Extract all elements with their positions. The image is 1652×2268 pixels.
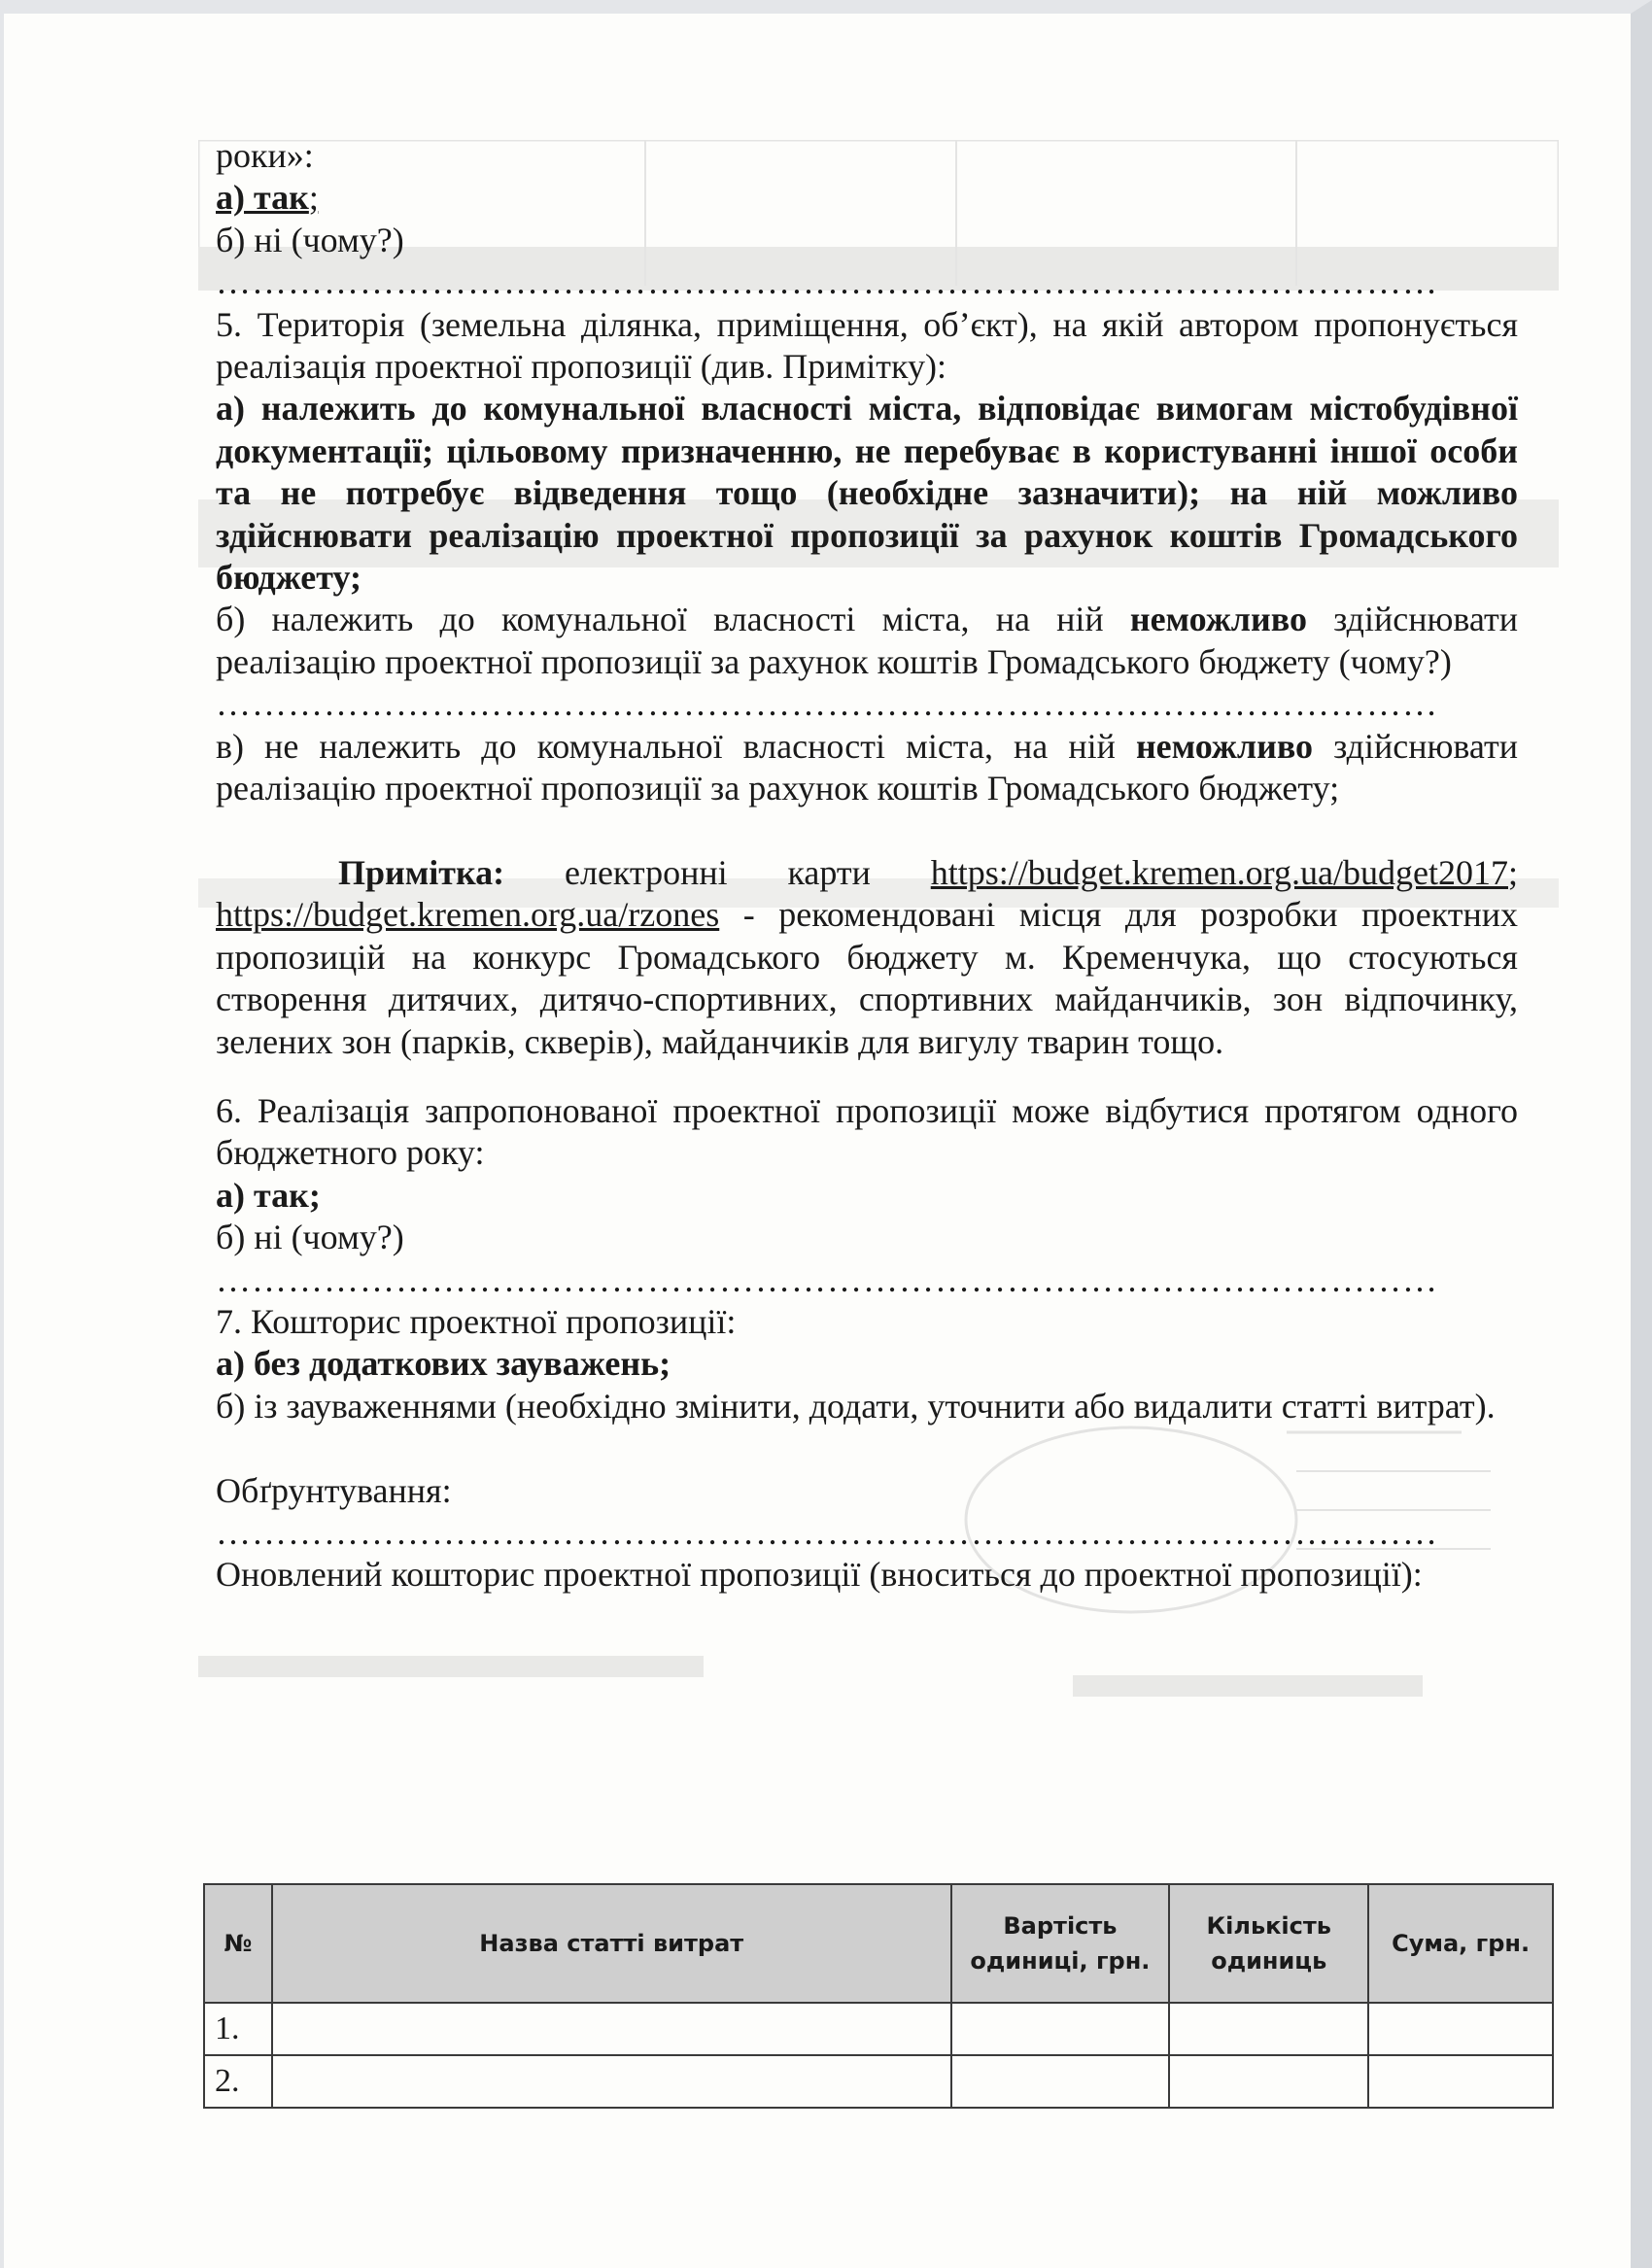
- note-paragraph: [216, 852, 1518, 1063]
- row-sum: [1368, 2055, 1553, 2108]
- note-text-1: електронні карти: [504, 852, 931, 892]
- item4-option-a-tail: ;: [308, 178, 319, 218]
- row-sum: [1368, 2003, 1553, 2055]
- table-row: [204, 2055, 1553, 2108]
- item5-option-c-bold: неможливо: [1135, 726, 1314, 766]
- dotted-line: …………………………………………………………………………………………: [216, 262, 1438, 302]
- item6-option-b: б) ні (чому?): [216, 1218, 404, 1257]
- item4-option-a-text: а) так: [216, 178, 309, 218]
- rzones-link[interactable]: https://budget.kremen.org.ua/rzones: [216, 895, 720, 935]
- column-header-unit-cost: Вартість одиниці, грн.: [951, 1884, 1170, 2003]
- item7-title: 7. Кошторис проектної пропозиції:: [216, 1301, 737, 1341]
- item7-option-b: б) із зауваженнями (необхідно змінити, додати, уточнити або видалити статті витрат).: [216, 1386, 1496, 1426]
- updated-estimate-label: Оновлений кошторис проектної пропозиції (вноситься до проектної пропозиції):: [216, 1555, 1423, 1595]
- table-row: [204, 2003, 1553, 2055]
- item5-option-c-text-2: здійснювати реалізацію проектної пропозиції за рахунок коштів Громадського бюджету;: [216, 726, 1518, 808]
- item5-option-b-text-1: б) належить до комунальної власності міста, на ній: [216, 600, 1130, 639]
- document-body: [216, 135, 1518, 1597]
- column-header-sum: Сума, грн.: [1368, 1884, 1553, 2003]
- row-number: 1.: [204, 2003, 272, 2055]
- row-quantity: [1169, 2055, 1368, 2108]
- column-header-number: №: [204, 1884, 272, 2003]
- note-text-3: - рекомендовані місця для розробки проектних пропозицій на конкурс Громадського бюджету м. Кременчука, що стосуються створення дитячих, дитячо-спортивних, спортивних майданчиків, зон відпочинку, зелених зон (парків, скверів), майданчиків для вигулу тварин тощо.: [216, 895, 1518, 1061]
- years-tail: роки»:: [216, 136, 314, 175]
- item5-title: 5. Територія (земельна ділянка, приміщення, об’єкт), на якій автором пропонується реалізація проектної пропозиції (див. Примітку):: [216, 304, 1518, 387]
- row-quantity: [1169, 2003, 1368, 2055]
- item6-title: 6. Реалізація запропонованої проектної пропозиції може відбутися протягом одного бюджетного року:: [216, 1090, 1518, 1173]
- justification-label: Обґрунтування:: [216, 1470, 452, 1510]
- dotted-line: …………………………………………………………………………………………: [216, 1259, 1438, 1299]
- item5-option-b-text-2: здійснювати реалізацію проектної пропозиції за рахунок коштів Громадського бюджету (чому?): [216, 600, 1518, 681]
- item4-option-b: б) ні (чому?): [216, 220, 404, 259]
- item5-option-a: а) належить до комунальної власності міста, відповідає вимогам містобудівної документації; цільовому призначенню, не перебуває в користуванні іншої особи та не потребує відведення тощо (необхідне зазначити); на ній можливо здійснювати реалізацію проектної пропозиції за рахунок коштів Громадського бюджету;: [216, 389, 1518, 598]
- budget2017-link[interactable]: https://budget.kremen.org.ua/budget2017: [930, 852, 1508, 892]
- row-number: 2.: [204, 2055, 272, 2108]
- item5-option-b-bold: неможливо: [1129, 600, 1307, 639]
- dotted-line: …………………………………………………………………………………………: [216, 684, 1438, 724]
- column-header-quantity: Кількість одиниць: [1169, 1884, 1368, 2003]
- table-header-row: [204, 1884, 1553, 2003]
- note-label: Примітка:: [338, 852, 505, 892]
- column-header-item-name: Назва статті витрат: [272, 1884, 951, 2003]
- note-text-2: ;: [1507, 852, 1518, 892]
- row-item-name: [272, 2055, 951, 2108]
- item5-option-c-text-1: в) не належить до комунальної власності міста, на ній: [216, 726, 1136, 766]
- item4-option-a: [216, 177, 1518, 219]
- dotted-line: …………………………………………………………………………………………: [216, 1512, 1438, 1552]
- spacer: [216, 1427, 1518, 1469]
- row-unit-cost: [951, 2003, 1170, 2055]
- row-item-name: [272, 2003, 951, 2055]
- item5-option-b: [216, 599, 1518, 683]
- item5-option-c: [216, 726, 1518, 810]
- item6-option-a: а) так;: [216, 1175, 321, 1215]
- row-unit-cost: [951, 2055, 1170, 2108]
- item7-option-a: а) без додаткових зауважень;: [216, 1344, 671, 1384]
- updated-estimate-table: [203, 1883, 1554, 2109]
